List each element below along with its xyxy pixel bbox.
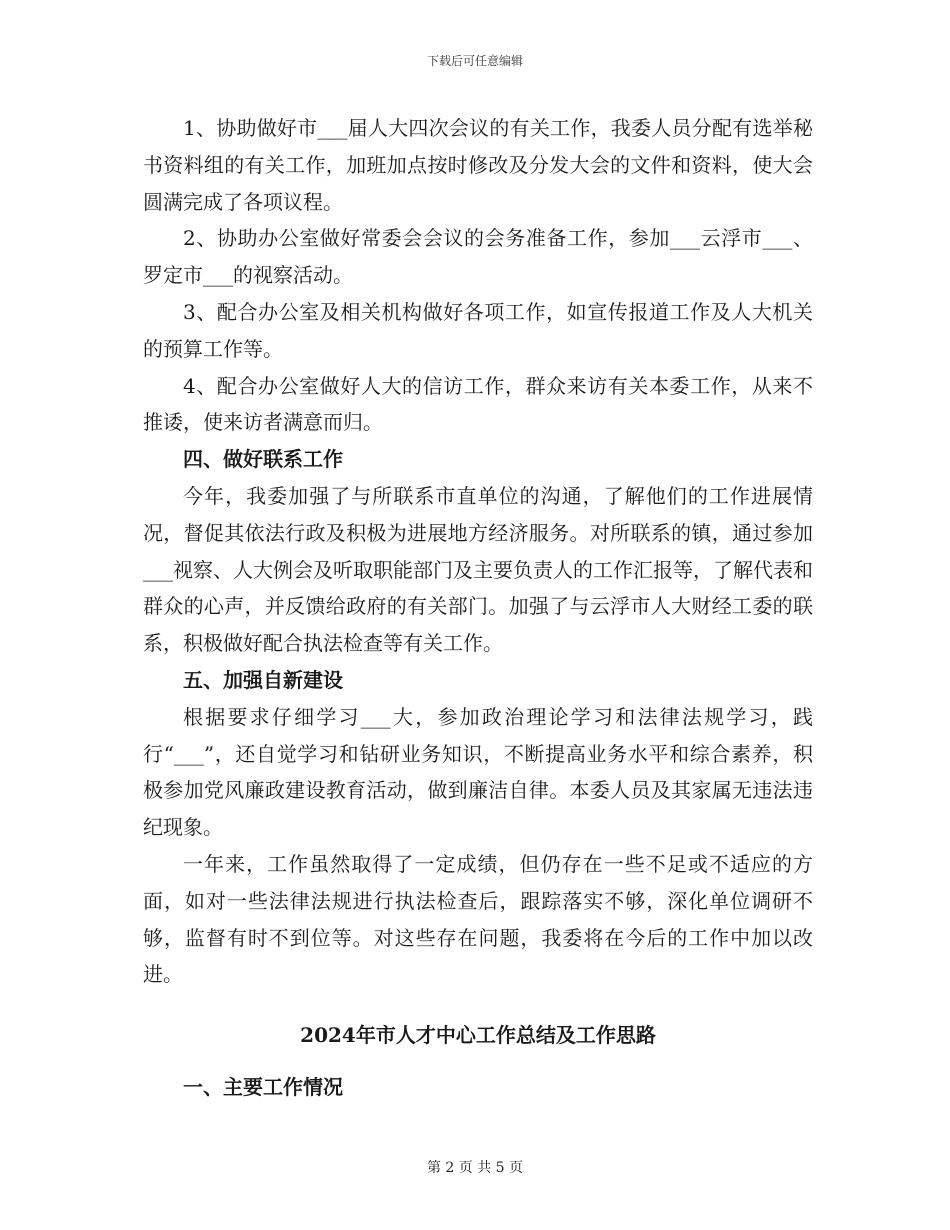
section-heading-main-work: 一、主要工作情况 (183, 1074, 343, 1099)
section-heading-self-building: 五、加强自新建设 (183, 667, 343, 692)
page-number: 第 2 页 共 5 页 (426, 1160, 524, 1176)
section-heading-liaison: 四、做好联系工作 (183, 447, 343, 472)
page-header: 下载后可任意编辑 (426, 54, 523, 68)
paragraph-item-4: 4、配合办公室做好人大的信访工作，群众来访有关本委工作，从来不推诿，使来访者满意而归。 (143, 373, 813, 435)
document-title: 2024年市人才中心工作总结及工作思路 (300, 1023, 656, 1048)
paragraph-self-building: 根据要求仔细学习___大，参加政治理论学习和法律法规学习，践行“___”，还自觉学习和钻研业务知识，不断提高业务水平和综合素养，积极参加党风廉政建设教育活动，做到廉洁自律。本委人员及其家属无违法违纪现象。 (143, 704, 813, 840)
paragraph-item-3: 3、配合办公室及相关机构做好各项工作，如宣传报道工作及人大机关的预算工作等。 (143, 299, 813, 361)
paragraph-item-1: 1、协助做好市___届人大四次会议的有关工作，我委人员分配有选举秘书资料组的有关工作，加班加点按时修改及分发大会的文件和资料，使大会圆满完成了各项议程。 (143, 116, 813, 214)
paragraph-item-2: 2、协助办公室做好常委会会议的会务准备工作，参加___云浮市___、罗定市___的视察活动。 (143, 226, 813, 288)
paragraph-liaison: 今年，我委加强了与所联系市直单位的沟通，了解他们的工作进展情况，督促其依法行政及积极为进展地方经济服务。对所联系的镇，通过参加___视察、人大例会及听取职能部门及主要负责人的工作汇报等，了解代表和群众的心声，并反馈给政府的有关部门。加强了与云浮市人大财经工委的联系，积极做好配合执法检查等有关工作。 (143, 483, 813, 656)
document-body (143, 110, 813, 1106)
paragraph-conclusion: 一年来，工作虽然取得了一定成绩，但仍存在一些不足或不适应的方面，如对一些法律法规进行执法检查后，跟踪落实不够，深化单位调研不够，监督有时不到位等。对这些存在问题，我委将在今后的工作中加以改进。 (143, 851, 813, 987)
